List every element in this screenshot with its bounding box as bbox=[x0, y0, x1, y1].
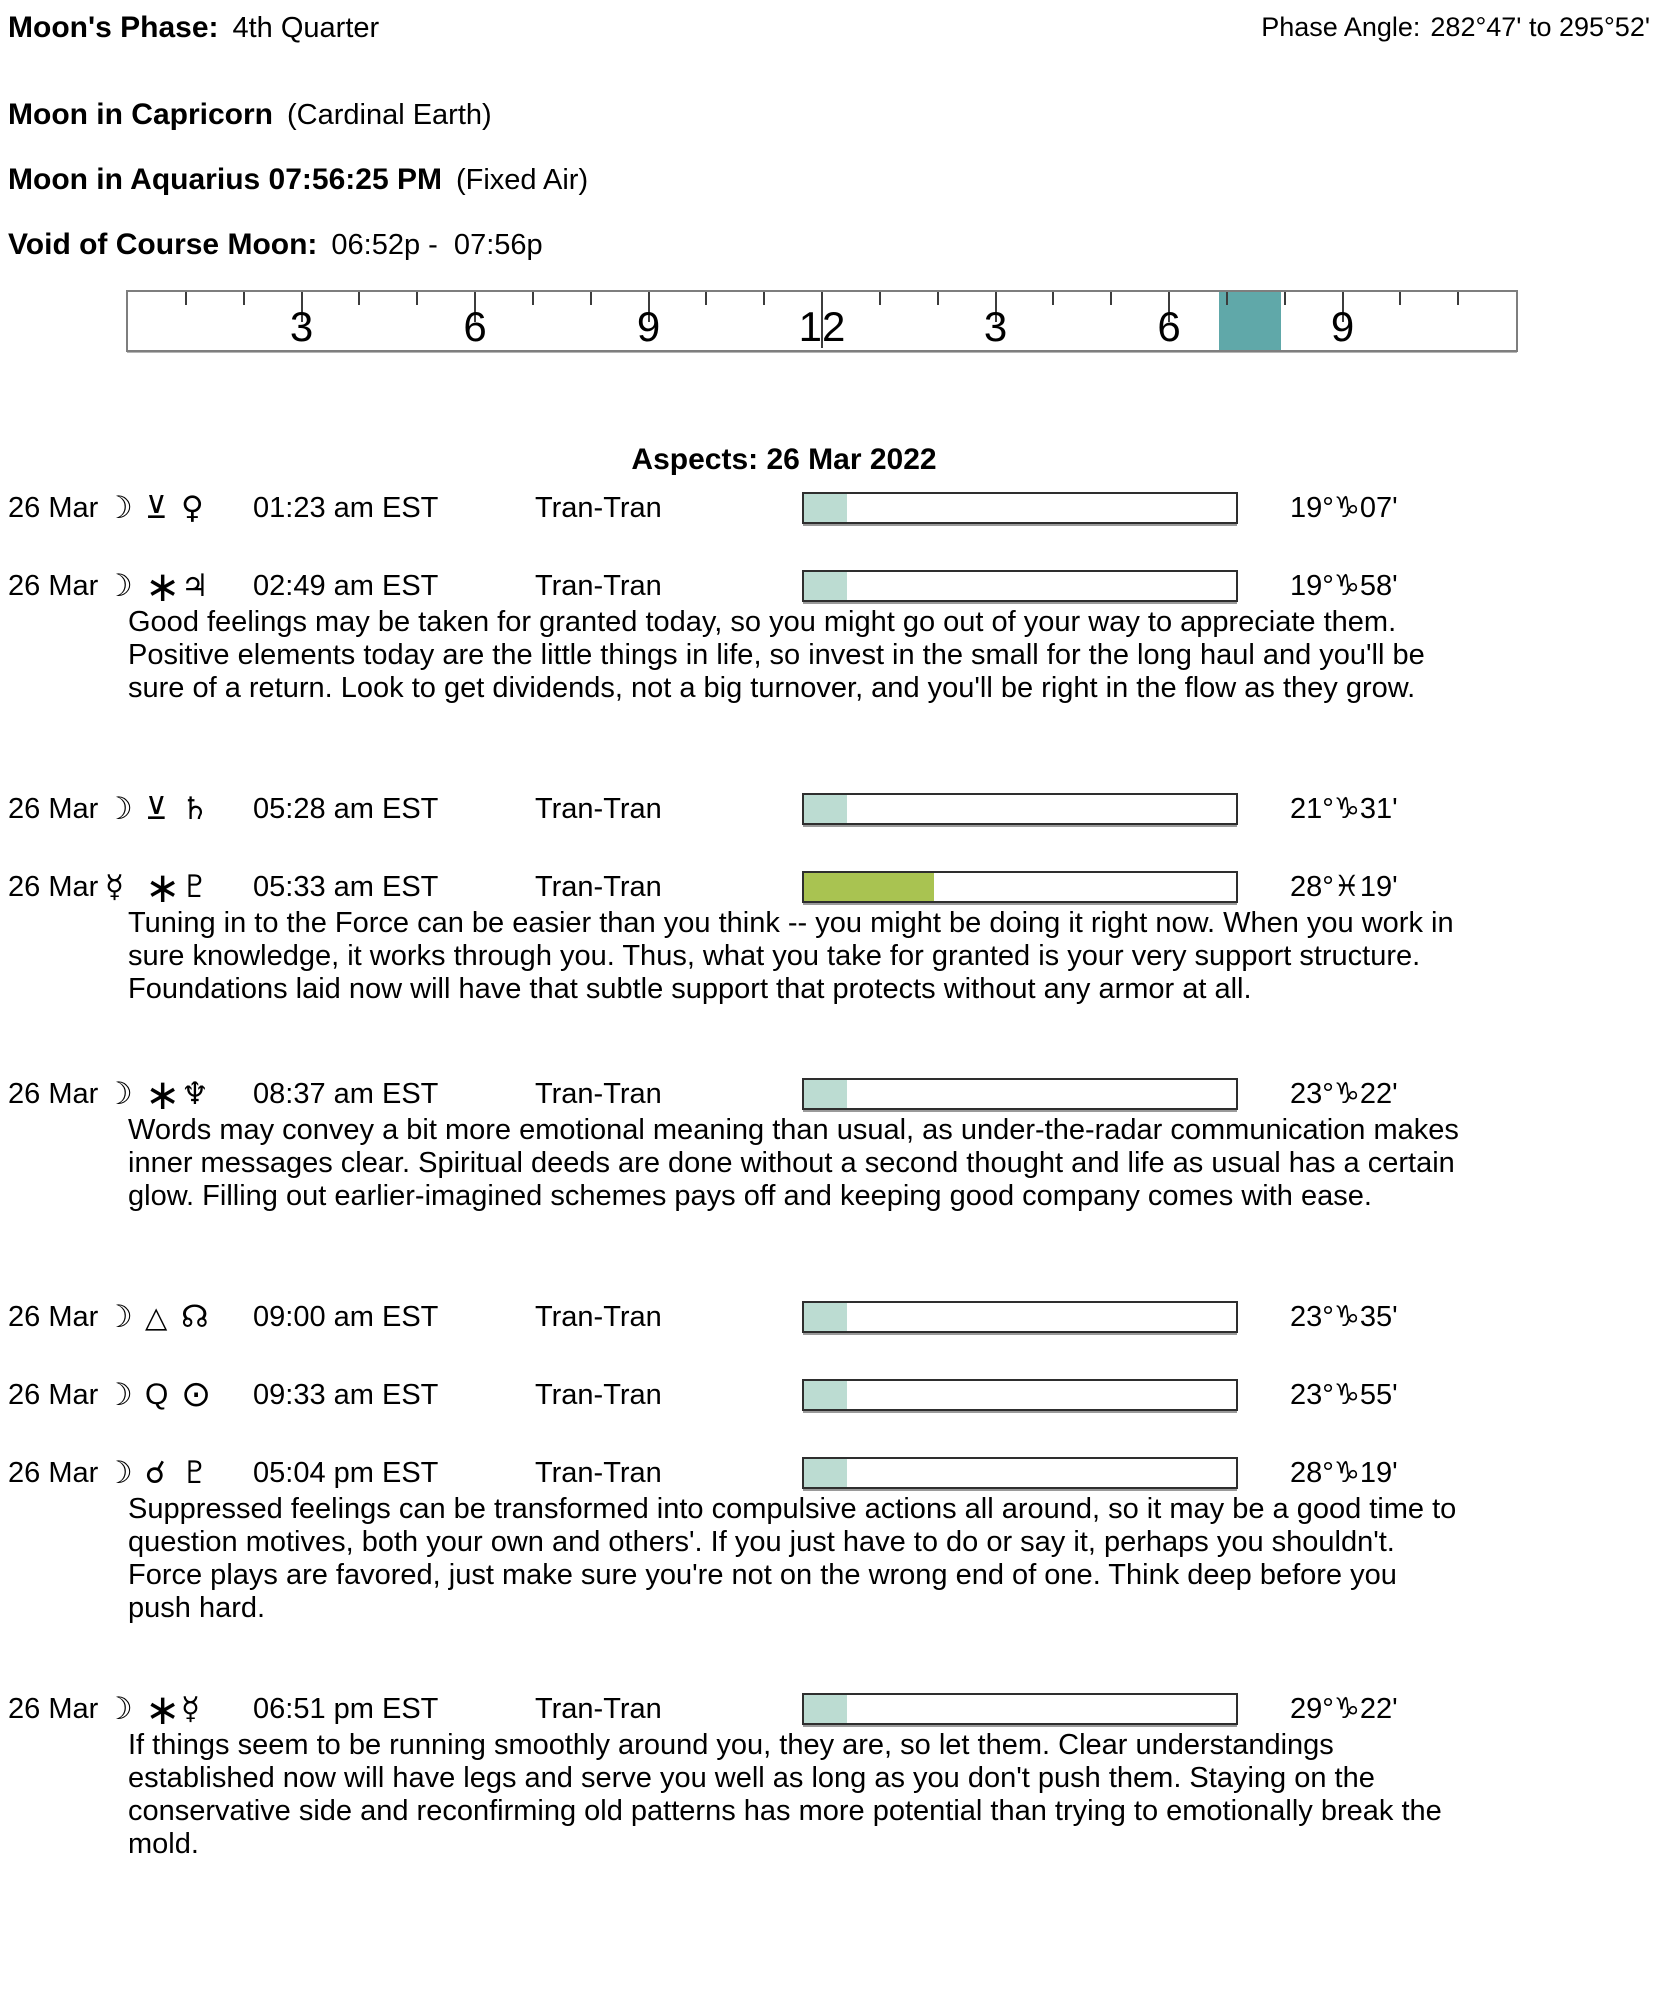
body1-glyph: ☽ bbox=[105, 568, 133, 604]
moon-sign-1-note: (Cardinal Earth) bbox=[287, 99, 492, 131]
aspect-glyph: ⊻ bbox=[145, 791, 168, 827]
aspect-date: 26 Mar bbox=[8, 793, 99, 825]
void-of-course-line bbox=[8, 227, 1652, 263]
hour-tick bbox=[763, 292, 765, 305]
moon-sign-line-2 bbox=[8, 162, 1652, 198]
orb-bar-fill bbox=[804, 1381, 847, 1409]
aspect-glyph: ☌ bbox=[145, 1455, 166, 1491]
aspect-block bbox=[8, 1070, 1652, 1213]
moons-phase-line bbox=[8, 10, 1652, 46]
body2-glyph: ☿ bbox=[181, 1691, 201, 1727]
orb-bar bbox=[802, 1457, 1238, 1489]
moon-sign-1-label: Moon in Capricorn bbox=[8, 98, 273, 131]
body2-glyph: ♇ bbox=[181, 1455, 209, 1491]
aspect-row bbox=[8, 791, 1652, 827]
body1-glyph: ☽ bbox=[105, 1455, 133, 1491]
hour-tick bbox=[185, 292, 187, 305]
aspect-glyph-group bbox=[105, 863, 253, 912]
aspect-type: Tran-Tran bbox=[535, 793, 662, 825]
aspect-block bbox=[8, 1299, 1652, 1335]
moon-sign-2-label: Moon in Aquarius 07:56:25 PM bbox=[8, 163, 442, 196]
orb-bar-fill bbox=[804, 873, 934, 901]
hour-tick bbox=[590, 292, 592, 305]
aspect-glyph: ∗ bbox=[145, 562, 181, 611]
aspect-interpretation: Suppressed feelings can be transformed into compulsive actions all around, so it may be a good time to question motives, both your own and others'. If you just have to do or say it, perhaps you shouldn't. Force plays are favored, just make sure you're not on the wrong end of one. Think deep before you push hard. bbox=[128, 1493, 1457, 1624]
body1-glyph: ☽ bbox=[105, 1076, 133, 1112]
aspect-block bbox=[8, 791, 1652, 827]
aspect-date: 26 Mar bbox=[8, 1301, 99, 1333]
aspect-date: 26 Mar bbox=[8, 1078, 99, 1110]
body2-glyph: ♆ bbox=[181, 1076, 209, 1112]
aspect-type: Tran-Tran bbox=[535, 1457, 662, 1489]
body1-glyph: ☽ bbox=[105, 1377, 133, 1413]
moon-sign-line-1 bbox=[8, 97, 1652, 133]
orb-bar bbox=[802, 1379, 1238, 1411]
body2-glyph: ⊙ bbox=[181, 1374, 212, 1415]
aspect-row bbox=[8, 1070, 1652, 1119]
voc-timeline bbox=[126, 290, 1518, 352]
hour-tick bbox=[358, 292, 360, 305]
aspect-date: 26 Mar bbox=[8, 1457, 99, 1489]
body2-glyph: ☊ bbox=[181, 1299, 209, 1335]
aspect-row bbox=[8, 1299, 1652, 1335]
hour-tick bbox=[937, 292, 939, 305]
aspect-glyph: ⊻ bbox=[145, 490, 168, 526]
body2-glyph: ♇ bbox=[181, 869, 209, 905]
hour-tick bbox=[1457, 292, 1459, 305]
hour-tick bbox=[1399, 292, 1401, 305]
orb-bar bbox=[802, 1693, 1238, 1725]
orb-bar-fill bbox=[804, 1459, 847, 1487]
moons-phase-value: 4th Quarter bbox=[232, 12, 380, 44]
orb-bar bbox=[802, 1301, 1238, 1333]
aspect-position: 23°♑55' bbox=[1290, 1379, 1398, 1411]
aspect-glyph: ∗ bbox=[145, 863, 181, 912]
aspect-glyph-group bbox=[105, 490, 253, 526]
aspect-interpretation: If things seem to be running smoothly around you, they are, so let them. Clear understandings established now will have legs and serve you well as long as you don't push them. Staying on the conservative side and reconfirming old patterns has more potential than trying to emotionally break the mold. bbox=[128, 1729, 1442, 1860]
orb-bar-fill bbox=[804, 1080, 847, 1108]
body1-glyph: ☽ bbox=[105, 1299, 133, 1335]
voc-period-block bbox=[1219, 292, 1280, 350]
aspect-row bbox=[8, 1455, 1652, 1491]
aspect-position: 23°♑22' bbox=[1290, 1078, 1398, 1110]
orb-bar bbox=[802, 492, 1238, 524]
body1-glyph: ☽ bbox=[105, 1691, 133, 1727]
aspects-title: Aspects: 26 Mar 2022 bbox=[631, 443, 937, 476]
aspect-block bbox=[8, 1374, 1652, 1415]
aspect-glyph-group bbox=[105, 1455, 253, 1491]
aspect-glyph: ∗ bbox=[145, 1070, 181, 1119]
body2-glyph: ♄ bbox=[181, 791, 209, 827]
body1-glyph: ☿ bbox=[105, 869, 125, 905]
aspect-date: 26 Mar bbox=[8, 570, 99, 602]
aspect-glyph-group bbox=[105, 791, 253, 827]
hour-tick bbox=[1284, 292, 1286, 305]
hour-tick bbox=[879, 292, 881, 305]
aspect-row bbox=[8, 562, 1652, 611]
aspect-type: Tran-Tran bbox=[535, 1078, 662, 1110]
orb-bar-fill bbox=[804, 1303, 847, 1331]
orb-bar bbox=[802, 871, 1238, 903]
aspect-glyph-group bbox=[105, 1685, 253, 1734]
aspect-date: 26 Mar bbox=[8, 1693, 99, 1725]
aspect-block bbox=[8, 1455, 1652, 1625]
aspect-type: Tran-Tran bbox=[535, 1301, 662, 1333]
hour-label: 12 bbox=[798, 303, 846, 350]
hour-tick bbox=[1052, 292, 1054, 305]
phase-angle bbox=[1261, 10, 1650, 44]
body1-glyph: ☽ bbox=[105, 791, 133, 827]
void-of-course-label: Void of Course Moon: bbox=[8, 228, 318, 261]
phase-angle-value: 282°47' to 295°52' bbox=[1430, 12, 1650, 42]
aspect-time: 09:00 am EST bbox=[253, 1301, 439, 1333]
aspect-row bbox=[8, 490, 1652, 526]
aspect-block bbox=[8, 863, 1652, 1006]
aspect-type: Tran-Tran bbox=[535, 871, 662, 903]
hour-label: 3 bbox=[289, 303, 314, 350]
aspect-type: Tran-Tran bbox=[535, 570, 662, 602]
aspect-time: 02:49 am EST bbox=[253, 570, 439, 602]
aspect-position: 23°♑35' bbox=[1290, 1301, 1398, 1333]
hour-tick bbox=[1110, 292, 1112, 305]
orb-bar bbox=[802, 793, 1238, 825]
aspect-position: 19°♑58' bbox=[1290, 570, 1398, 602]
aspect-time: 05:33 am EST bbox=[253, 871, 439, 903]
hour-label: 9 bbox=[1330, 303, 1355, 350]
aspect-glyph-group bbox=[105, 1070, 253, 1119]
aspect-block bbox=[8, 1685, 1652, 1861]
hour-label: 9 bbox=[636, 303, 661, 350]
aspect-interpretation: Good feelings may be taken for granted today, so you might go out of your way to appreciate them. Positive elements today are the little things in life, so invest in the small for the long haul and you'll be sure of a return. Look to get dividends, not a big turnover, and you'll be right in the flow as they grow. bbox=[128, 606, 1425, 704]
aspect-position: 29°♑22' bbox=[1290, 1693, 1398, 1725]
hour-label: 6 bbox=[1157, 303, 1181, 350]
aspect-time: 05:04 pm EST bbox=[253, 1457, 439, 1489]
aspect-time: 05:28 am EST bbox=[253, 793, 439, 825]
hour-tick bbox=[1226, 292, 1228, 305]
aspect-date: 26 Mar bbox=[8, 492, 99, 524]
aspect-position: 19°♑07' bbox=[1290, 492, 1398, 524]
body2-glyph: ♀ bbox=[181, 490, 204, 526]
aspect-row bbox=[8, 863, 1652, 912]
aspect-time: 08:37 am EST bbox=[253, 1078, 439, 1110]
hour-label: 3 bbox=[983, 303, 1008, 350]
aspect-date: 26 Mar bbox=[8, 871, 99, 903]
aspect-glyph-group bbox=[105, 562, 253, 611]
hour-label: 6 bbox=[463, 303, 487, 350]
aspect-list bbox=[8, 490, 1652, 1861]
orb-bar bbox=[802, 570, 1238, 602]
aspect-row bbox=[8, 1685, 1652, 1734]
aspect-time: 09:33 am EST bbox=[253, 1379, 439, 1411]
aspect-time: 06:51 pm EST bbox=[253, 1693, 439, 1725]
moons-phase bbox=[8, 10, 379, 46]
aspect-type: Tran-Tran bbox=[535, 1693, 662, 1725]
aspect-row bbox=[8, 1374, 1652, 1415]
aspect-position: 28°♓19' bbox=[1290, 871, 1398, 903]
orb-bar-fill bbox=[804, 494, 847, 522]
body2-glyph: ♃ bbox=[181, 568, 209, 604]
aspect-interpretation: Words may convey a bit more emotional meaning than usual, as under-the-radar communication makes inner messages clear. Spiritual deeds are done without a second thought and life as usual has a certain glow. Filling out earlier-imagined schemes pays off and keeping good company comes with ease. bbox=[128, 1114, 1459, 1212]
body1-glyph: ☽ bbox=[105, 490, 133, 526]
aspect-block bbox=[8, 490, 1652, 526]
orb-bar-fill bbox=[804, 1695, 847, 1723]
aspect-glyph-group bbox=[105, 1374, 253, 1415]
void-of-course-value: 06:52p - 07:56p bbox=[331, 229, 543, 261]
orb-bar-fill bbox=[804, 795, 847, 823]
hour-tick bbox=[705, 292, 707, 305]
aspect-position: 28°♑19' bbox=[1290, 1457, 1398, 1489]
aspect-position: 21°♑31' bbox=[1290, 793, 1398, 825]
aspect-glyph-group bbox=[105, 1299, 253, 1335]
aspect-glyph: △ bbox=[145, 1300, 168, 1334]
aspect-type: Tran-Tran bbox=[535, 492, 662, 524]
orb-bar bbox=[802, 1078, 1238, 1110]
aspect-type: Tran-Tran bbox=[535, 1379, 662, 1411]
hour-tick bbox=[416, 292, 418, 305]
aspect-block bbox=[8, 562, 1652, 705]
orb-bar-fill bbox=[804, 572, 847, 600]
aspect-interpretation: Tuning in to the Force can be easier than you think -- you might be doing it right now. When you work in sure knowledge, it works through you. Thus, what you take for granted is your very support structure. Foundations laid now will have that subtle support that protects without any armor at all. bbox=[128, 907, 1454, 1005]
moons-phase-label: Moon's Phase: bbox=[8, 11, 219, 44]
aspect-glyph: Q bbox=[145, 1378, 169, 1411]
aspect-time: 01:23 am EST bbox=[253, 492, 439, 524]
moon-sign-2-note: (Fixed Air) bbox=[455, 164, 589, 196]
aspect-date: 26 Mar bbox=[8, 1379, 99, 1411]
aspect-glyph: ∗ bbox=[145, 1685, 181, 1734]
phase-angle-label: Phase Angle: bbox=[1261, 12, 1421, 42]
hour-tick bbox=[243, 292, 245, 305]
hour-tick bbox=[532, 292, 534, 305]
